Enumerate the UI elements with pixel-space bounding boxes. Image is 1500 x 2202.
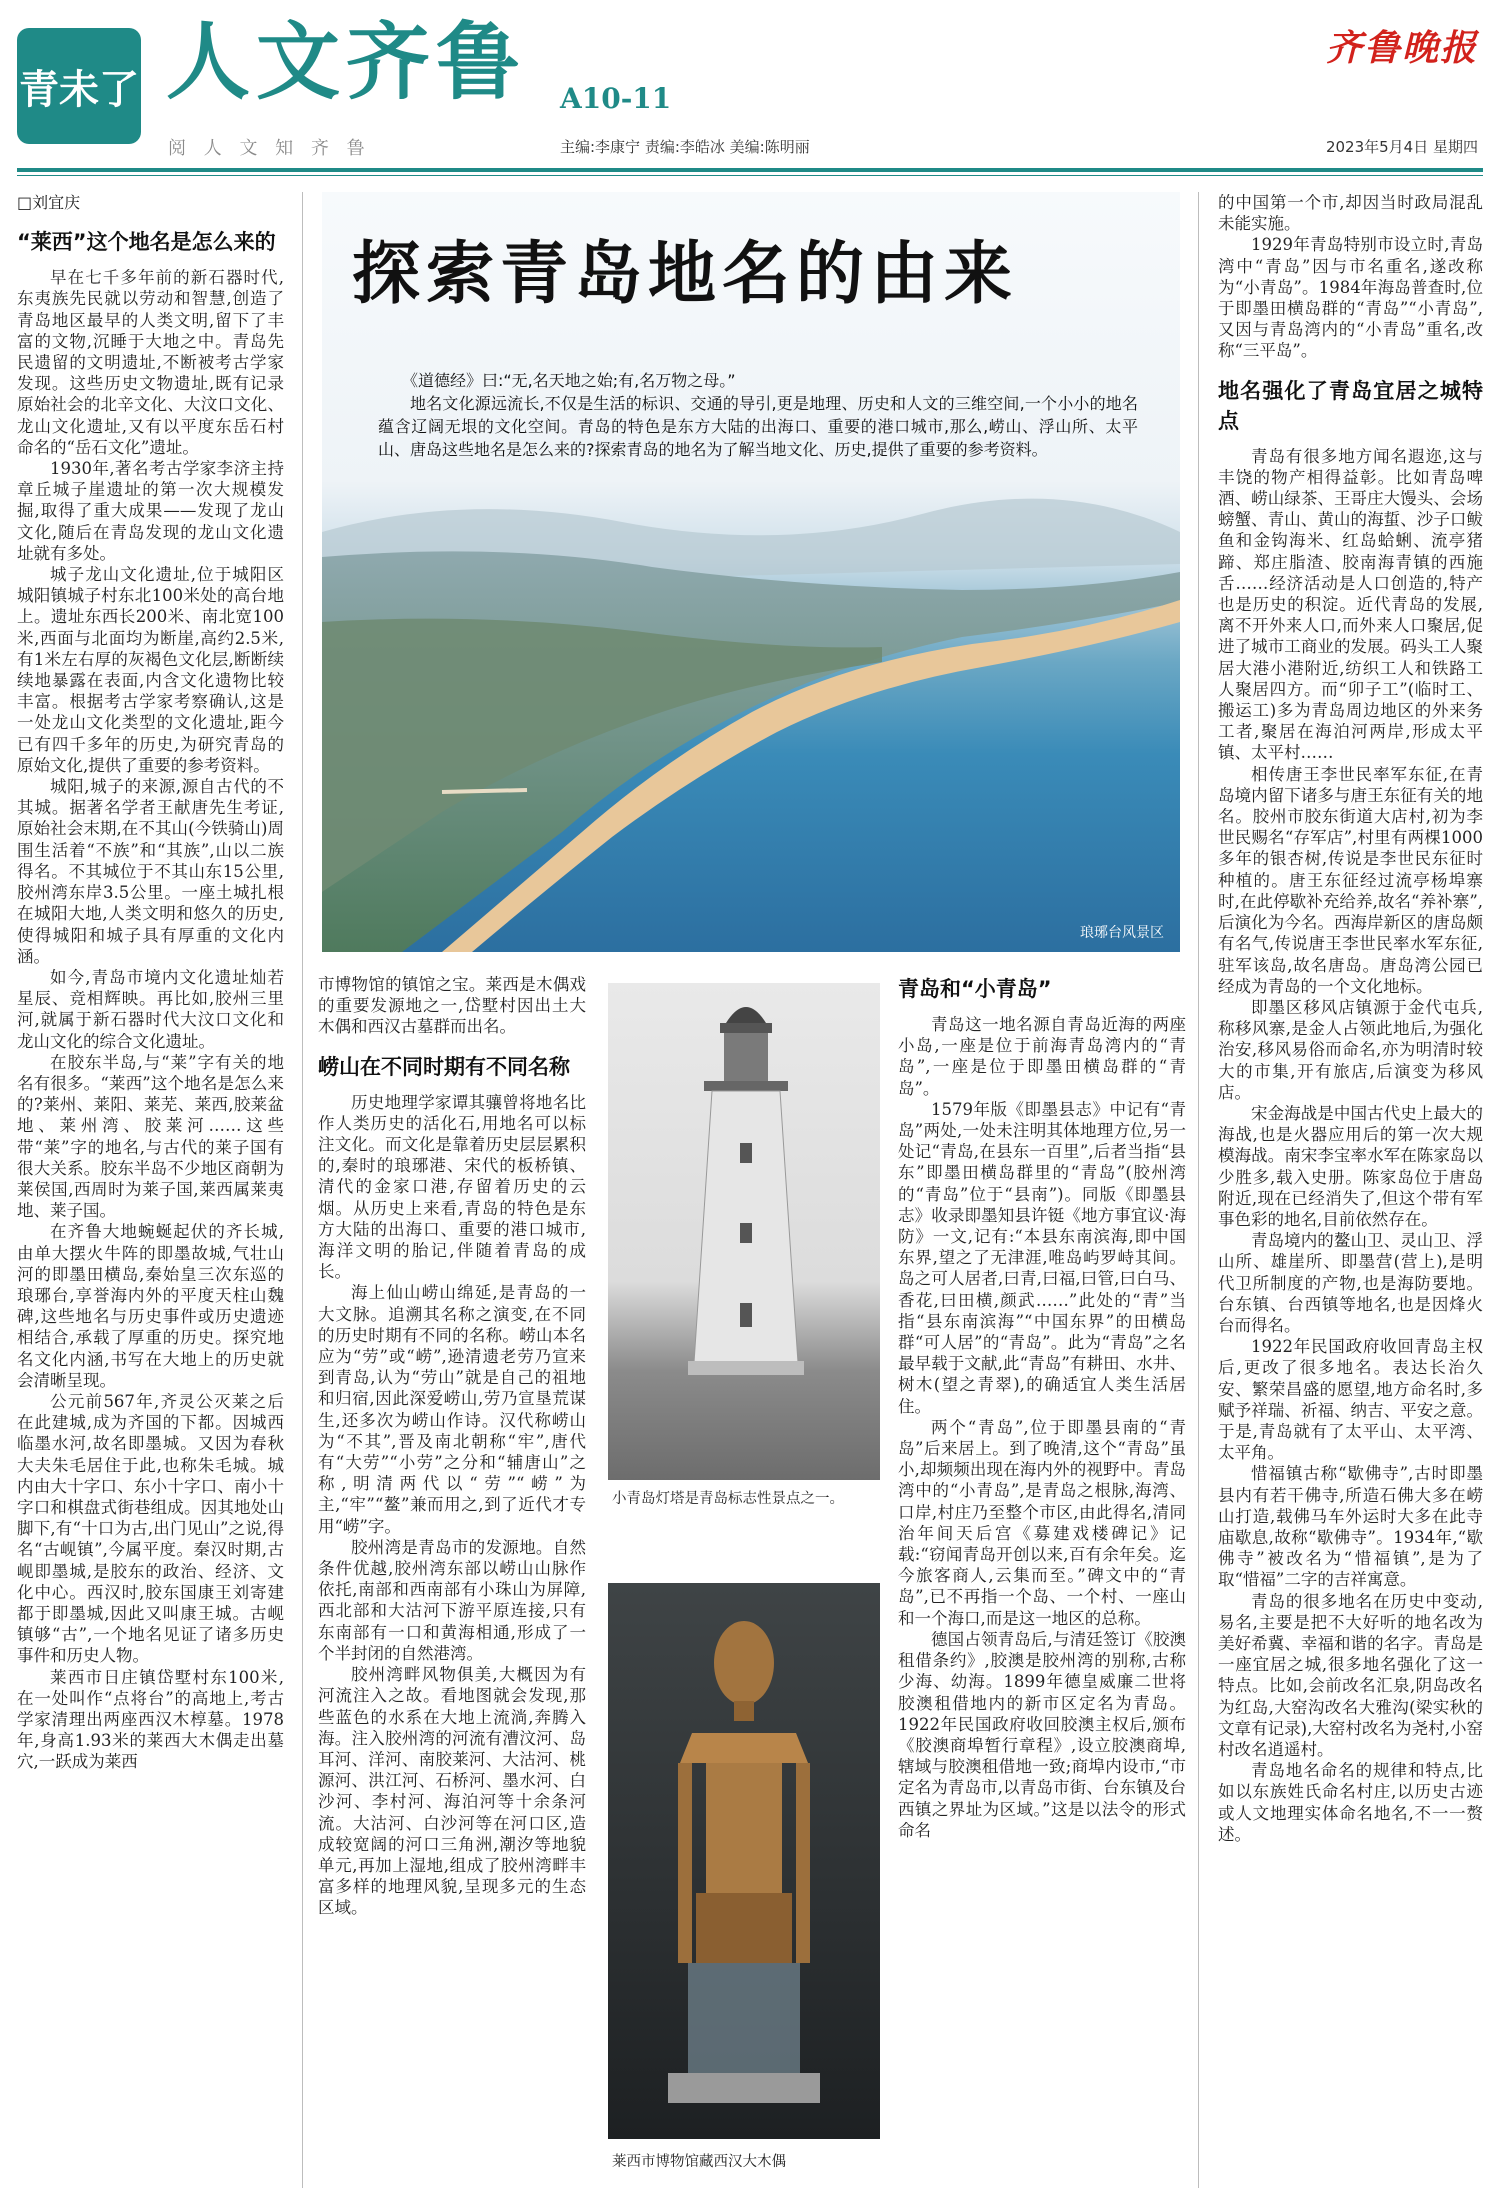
body-paragraph: 城子龙山文化遗址,位于城阳区城阳镇城子村东北100米处的高台地上。遗址东西长200米、南北宽100米,西面与北面均为断崖,高约2.5米,有1米左右厚的灰褐色文化层,断断续续地暴露在表面,内含文化遗物比较丰富。根据考古学家考察确认,这是一处龙山文化类型的文化遗址,距今已有四千多年的历史,为研究青岛的原始文化,提供了重要的参考资料。: [17, 565, 284, 775]
article-column-4: [898, 974, 1186, 2188]
body-paragraph: 胶州湾畔风物俱美,大概因为有河流注入之故。看地图就会发现,那些蓝色的水系在大地上流淌,奔腾入海。注入胶州湾的河流有漕汶河、岛耳河、洋河、南胶莱河、大沽河、桃源河、洪江河、石桥河、墨水河、白沙河、李村河、海泊河等十余条河流。大沽河、白沙河等在河口区,造成较宽阔的河口三角洲,潮汐等地貌单元,再加上湿地,组成了胶州湾畔丰富多样的地理风貌,呈现多元的生态区域。: [318, 1665, 586, 1918]
body-paragraph: 惜福镇古称“歇佛寺”,古时即墨县内有若干佛寺,所造石佛大多在崂山打造,载佛马车外运时大多在此寺庙歇息,故称“歇佛寺”。1934年,“歇佛寺”被改名为“惜福镇”,是为了取“惜福”二字的吉祥寓意。: [1218, 1464, 1483, 1590]
body-paragraph: 公元前567年,齐灵公灭莱之后在此建城,成为齐国的下都。因城西临墨水河,故名即墨城。又因为春秋大夫朱毛居住于此,也称朱毛城。城内由大十字口、东小十字口、南小十字口和棋盘式街巷组成。因其地处山脚下,有“十口为古,出门见山”之说,得名“古岘镇”,今属平度。秦汉时期,古岘即墨城,是胶东的政治、经济、文化中心。西汉时,胶东国康王刘寄建都于即墨城,因此又叫康王城。古岘镇够“古”,一个地名见证了诸多历史事件和历史人物。: [17, 1391, 284, 1666]
body-paragraph: 即墨区移风店镇源于金代屯兵,称移风寨,是金人占领此地后,为强化治安,移风易俗而命名,亦为明清时较大的市集,开有旅店,后演变为移风店。: [1218, 997, 1483, 1102]
body-paragraph: 1930年,著名考古学家李济主持章丘城子崖遗址的第一次大规模发掘,取得了重大成果——发现了龙山文化,随后在青岛发现的龙山文化遗址就有多处。: [17, 459, 284, 563]
section-logo: [17, 28, 141, 144]
col2-intro: 市博物馆的镇馆之宝。莱西是木偶戏的重要发源地之一,岱墅村因出土大木偶和西汉古墓群而出名。: [318, 975, 586, 1037]
lighthouse-illustration: [608, 983, 880, 1480]
col1-body: [17, 267, 284, 1772]
body-paragraph: 早在七千多年前的新石器时代,东夷族先民就以劳动和智慧,创造了青岛地区最早的人类文明,留下了丰富的文物,沉睡于大地之中。青岛先民遗留的文明遗址,不断被考古学家发现。这些历史文物遗址,既有记录原始社会的北辛文化、大汶口文化、龙山文化遗址,又有以平度东岳石村命名的“岳石文化”遗址。: [17, 268, 284, 457]
col5-body-a: [1218, 234, 1483, 361]
header-divider-thin: [17, 175, 1483, 176]
lighthouse-photo: [608, 983, 880, 1480]
hero-image: [322, 192, 1180, 952]
body-paragraph: 1579年版《即墨县志》中记有“青岛”两处,一处未注明其体地理方位,另一处记“青岛,在县东一百里”,后者当指“县东”即墨田横岛群里的“青岛”(胶州湾的“青岛”位于“县南”)。同版《即墨县志》收录即墨知县许铤《地方事宜议·海防》一文,记有:“本县东南滨海,即中国东界,望之了无津涯,唯岛屿罗峙其间。岛之可人居者,曰青,曰福,曰管,曰白马、香花,曰田横,颜武……”此处的“青”当指“县东南滨海”“中国东界”的田横岛群“可人居”的“青岛”。此为“青岛”之名最早载于文献,此“青岛”有耕田、水井、树木(望之青翠),的确适宜人类生活居住。: [898, 1099, 1186, 1416]
wooden-figure-illustration: [608, 1583, 880, 2139]
body-paragraph: 胶州湾是青岛市的发源地。自然条件优越,胶州湾东部以崂山山脉作依托,南部和西南部有小珠山为屏障,西北部和大沽河下游平原连接,只有东南部有一口和黄海相通,形成了一个半封闭的自然港湾。: [318, 1537, 586, 1663]
body-paragraph: 海上仙山崂山绵延,是青岛的一大文脉。追溯其名称之演变,在不同的历史时期有不同的名称。崂山本名应为“劳”或“崂”,逊清遗老劳乃宣来到青岛,认为“劳山”就是自己的祖地和归宿,因此深爱崂山,劳乃宣垦荒谋生,还多次为崂山作诗。汉代称崂山为“不其”,晋及南北朝称“牢”,唐代有“大劳”“小劳”之分和“辅唐山”之称,明清两代以“劳”“崂”为主,“牢”“鳌”兼而用之,到了近代才专用“崂”字。: [318, 1283, 586, 1536]
subheading-qingdao: 青岛和“小青岛”: [898, 977, 1052, 1001]
body-paragraph: 青岛这一地名源自青岛近海的两座小岛,一座是位于前海青岛湾内的“青岛”,一座是位于即墨田横岛群的“青岛”。: [898, 1015, 1186, 1098]
wooden-figure-caption: 莱西市博物馆藏西汉大木偶: [612, 2154, 786, 2170]
newspaper-logo: 齐鲁晚报: [1325, 27, 1478, 69]
article-epigraph: 《道德经》曰:“无,名天地之始;有,名万物之母。”: [402, 371, 736, 390]
subheading-laixi: “莱西”这个地名是怎么来的: [17, 230, 276, 255]
body-paragraph: 青岛地名命名的规律和特点,比如以东族姓氏命名村庄,以历史古迹或人文地理实体命名地名,不一一赘述。: [1218, 1761, 1483, 1844]
page-number: A10-11: [560, 82, 672, 115]
wooden-figure-photo: [608, 1583, 880, 2139]
hero-caption: 琅琊台风景区: [1080, 925, 1164, 941]
body-paragraph: 宋金海战是中国古代史上最大的海战,也是火器应用后的第一次大规模海战。南宋李宝率水军在陈家岛以少胜多,载入史册。陈家岛位于唐岛附近,现在已经消失了,但这个带有军事色彩的地名,目前依然存在。: [1218, 1103, 1483, 1229]
logo-text: 青未了: [19, 66, 139, 113]
body-paragraph: 在齐鲁大地蜿蜒起伏的齐长城,由单大摆火牛阵的即墨故城,气壮山河的即墨田横岛,秦始皇三次东巡的琅琊台,享誉海内外的平度天柱山魏碑,这些地名与历史事件或历史遗迹相结合,承载了厚重的历史。探究地名文化内涵,书写在大地上的历史就会清晰呈现。: [17, 1222, 284, 1390]
body-paragraph: 两个“青岛”,位于即墨县南的“青岛”后来居上。到了晚清,这个“青岛”虽小,却频频出现在海内外的视野中。青岛湾中的“小青岛”,是青岛之根脉,海湾、口岸,村庄乃至整个市区,由此得名,清同治年间天后宫《募建戏楼碑记》记载:“窃闻青岛开创以来,百有余年矣。迄今旅客商人,云集而至。”碑文中的“青岛”,已不再指一个岛、一个村、一座山和一个海口,而是这一地区的总称。: [898, 1417, 1186, 1628]
article-lead: 地名文化源远流长,不仅是生活的标识、交通的导引,更是地理、历史和人文的三维空间,一个小小的地名蕴含辽阔无垠的文化空间。青岛的特色是东方大陆的出海口、重要的港口城市,那么,崂山、浮山所、太平山、唐岛这些地名是怎么来的?探索青岛的地名为了解当地文化、历史,提供了重要的参考资料。: [378, 394, 1138, 459]
col4-body: [898, 1014, 1186, 1841]
article-title: 探索青岛地名的由来: [352, 234, 1019, 314]
byline: □刘宜庆: [17, 193, 81, 212]
body-paragraph: 德国占领青岛后,与清廷签订《胶澳租借条约》,胶澳是胶州湾的别称,古称少海、幼海。1899年德皇威廉二世将胶澳租借地内的新市区定名为青岛。1922年民国政府收回胶澳主权后,颁布《胶澳商埠暂行章程》,设立胶澳商埠,辖域与胶澳租借地一致;商埠内设市,“市定名为青岛市,以青岛市街、台东镇及台西镇之界址为区域。”这是以法令的形式命名: [898, 1629, 1186, 1840]
column-divider: [302, 192, 303, 2188]
body-paragraph: 青岛的很多地名在历史中变动,易名,主要是把不大好听的地名改为美好希冀、幸福和谐的名字。青岛是一座宜居之城,很多地名强化了这一特点。比如,会前改名汇泉,阴岛改名为红岛,大窑沟改名大雅沟(梁实秋的文章有记录),大窑村改名为尧村,小窑村改名逍遥村。: [1218, 1591, 1483, 1760]
lighthouse-caption: 小青岛灯塔是青岛标志性景点之一。: [612, 1491, 844, 1507]
body-paragraph: 青岛境内的鳌山卫、灵山卫、浮山所、雄崖所、即墨营(营上),是明代卫所制度的产物,也是海防要地。台东镇、台西镇等地名,也是因烽火台而得名。: [1218, 1231, 1483, 1335]
section-tagline: 阅 人 文 知 齐 鲁: [168, 138, 371, 159]
body-paragraph: 在胶东半岛,与“莱”字有关的地名有很多。“莱西”这个地名是怎么来的?莱州、莱阳、莱芜、莱西,胶莱盆地、莱州湾、胶莱河……这些带“莱”字的地名,与古代的莱子国有很大关系。胶东半岛不少地区商朝为莱侯国,西周时为莱子国,莱西属莱夷地、莱子国。: [17, 1052, 284, 1221]
subheading-laoshan: 崂山在不同时期有不同名称: [318, 1054, 570, 1079]
article-column-2: [318, 974, 586, 2188]
section-title: 人文齐鲁: [166, 13, 527, 111]
body-paragraph: 1922年民国政府收回青岛主权后,更改了很多地名。表达长治久安、繁荣昌盛的愿望,地方命名时,多赋予祥瑞、祈福、纳吉、平安之意。于是,青岛就有了太平山、太平湾、太平角。: [1218, 1337, 1483, 1463]
subheading-livable: 地名强化了青岛宜居之城特点: [1218, 378, 1483, 433]
body-paragraph: 城阳,城子的来源,源自古代的不其城。据著名学者王献唐先生考证,原始社会末期,在不其山(今铁骑山)周围生活着“不族”和“其族”,山以二族得名。不其城位于不其山东15公里,胶州湾东岸3.5公里。一座土城扎根在城阳大地,人类文明和悠久的历史,使得城阳和城子具有厚重的文化内涵。: [17, 777, 284, 966]
body-paragraph: 如今,青岛市境内文化遗址灿若星辰、竞相辉映。再比如,胶州三里河,就属于新石器时代大汶口文化和龙山文化的综合文化遗址。: [17, 967, 284, 1051]
col5-body-b: [1218, 446, 1483, 1845]
col2-body: [318, 1092, 586, 1919]
body-paragraph: 莱西市日庄镇岱墅村东100米,在一处叫作“点将台”的高地上,考古学家清理出两座西汉木椁墓。1978年,身高1.93米的莱西大木偶走出墓穴,一跃成为莱西: [17, 1667, 284, 1772]
body-paragraph: 青岛有很多地方闻名遐迩,这与丰饶的物产相得益彰。比如青岛啤酒、崂山绿茶、王哥庄大馒头、会场螃蟹、青山、黄山的海蜇、沙子口鲅鱼和金钩海米、红岛蛤蜊、流亭猪蹄、郑庄脂渣、胶南海青镇的西施舌……经济活动是人口创造的,特产也是历史的积淀。近代青岛的发展,离不开外来人口,而外来人口聚居,促进了城市工商业的发展。码头工人聚居大港小港附近,纺织工人和铁路工人聚居四方。而“卯子工”(临时工、搬运工)多为青岛周边地区的外来务工者,聚居在海泊河两岸,形成太平镇、太平村……: [1218, 446, 1483, 763]
column-divider: [1198, 192, 1199, 2188]
editor-credits: 主编:李康宁 责编:李皓冰 美编:陈明丽: [560, 138, 810, 156]
article-column-1: [17, 192, 284, 2188]
col5-intro: 的中国第一个市,却因当时政局混乱未能实施。: [1218, 193, 1483, 234]
body-paragraph: 1929年青岛特别市设立时,青岛湾中“青岛”因与市名重名,遂改称为“小青岛”。1984年海岛普查时,位于即墨田横岛群的“青岛”“小青岛”,又因与青岛湾内的“小青岛”重名,改称“三平岛”。: [1218, 235, 1483, 361]
body-paragraph: 历史地理学家谭其骧曾将地名比作人类历史的活化石,用地名可以标注文化。而文化是靠着历史层层累积的,秦时的琅琊港、宋代的板桥镇、清代的金家口港,存留着历史的云烟。从历史上来看,青岛的特色是东方大陆的出海口、重要的港口城市,海洋文明的胎记,伴随着青岛的成长。: [318, 1092, 586, 1282]
issue-date: 2023年5月4日 星期四: [1325, 138, 1478, 156]
body-paragraph: 相传唐王李世民率军东征,在青岛境内留下诸多与唐王东征有关的地名。胶州市胶东街道大店村,初为李世民赐名“存军店”,村里有两棵1000多年的银杏树,传说是李世民东征时种植的。唐王东征经过流亭杨埠寨时,在此停歇补充给养,故名“养补寨”,后演化为今名。西海岸新区的唐岛颇有名气,传说唐王李世民率水军东征,驻军该岛,故名唐岛。唐岛湾公园已经成为青岛的一个文化地标。: [1218, 764, 1483, 996]
article-column-5: [1218, 192, 1483, 2188]
header-divider: [17, 168, 1483, 172]
